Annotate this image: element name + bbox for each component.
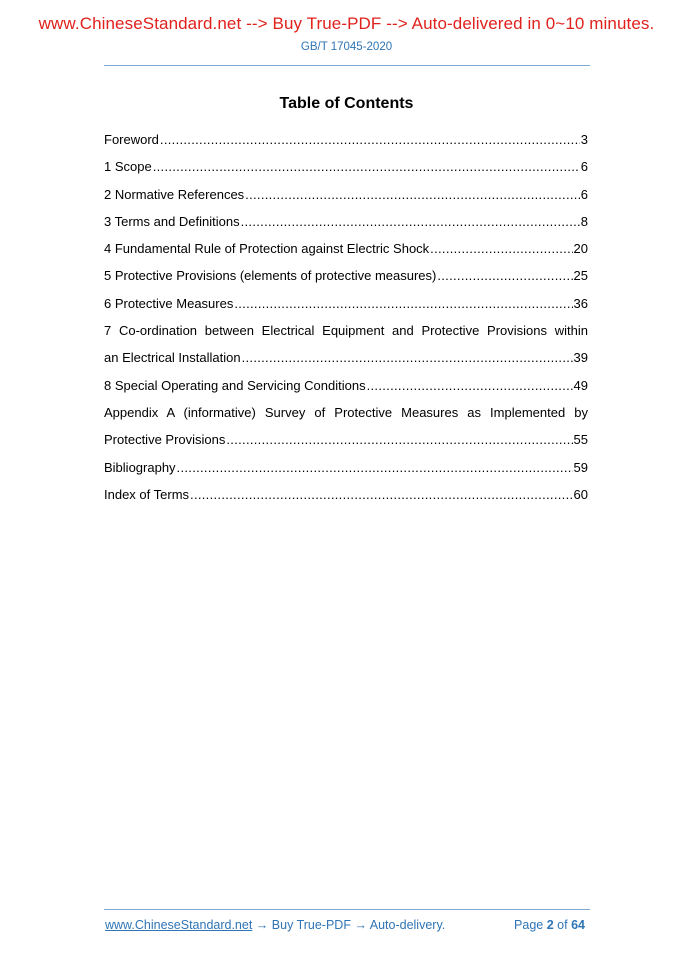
toc-entry-text: Bibliography [104,459,176,475]
toc-entry-coordination[interactable] [104,317,588,372]
toc-entry-page: 20 [573,241,588,257]
toc-entry-page: 55 [573,432,588,448]
page-current: 2 [546,918,554,932]
footer-auto-text: Auto-delivery. [369,918,446,932]
toc-entry-foreword[interactable] [104,126,588,153]
table-of-contents [104,126,588,508]
standard-code: GB/T 17045-2020 [300,41,393,53]
toc-entry-text-line1: 7 Co-ordination between Electrical Equipment and Protective Provisions within [104,323,588,339]
toc-entry-appendix-a[interactable] [104,399,588,454]
toc-entry-text: Index of Terms [104,486,190,502]
toc-entry-text-line2: an Electrical Installation [104,350,241,366]
toc-leader [367,372,573,399]
toc-entry-text: 5 Protective Provisions (elements of protective measures) [104,268,437,284]
toc-entry-text: 3 Terms and Definitions [104,213,240,229]
toc-entry-page: 39 [573,350,588,366]
toc-entry-terms-definitions[interactable] [104,208,588,235]
toc-entry-text: 6 Protective Measures [104,295,234,311]
footer-buy-text: Buy True-PDF [271,918,351,932]
toc-leader [242,344,573,371]
page-total: 64 [571,918,585,932]
toc-entry-page: 59 [573,459,588,475]
toc-entry-protective-provisions[interactable] [104,262,588,289]
page-label: Page [514,918,544,932]
toc-entry-text: Foreword [104,132,159,147]
footer-site-link[interactable]: www.ChineseStandard.net [105,918,253,932]
toc-leader [245,181,580,208]
header-divider [104,65,590,66]
toc-entry-page: 3 [580,132,588,147]
toc-entry-scope[interactable] [104,153,588,180]
page-of: of [557,918,568,932]
toc-entry-text-line2: Protective Provisions [104,432,226,448]
arrow-icon: → [255,918,269,932]
toc-entry-text: 2 Normative References [104,186,245,202]
toc-entry-page: 60 [573,486,588,502]
toc-entry-bibliography[interactable] [104,454,588,481]
toc-entry-text: 1 Scope [104,159,152,175]
toc-entry-page: 49 [573,377,588,393]
toc-entry-protective-measures[interactable] [104,290,588,317]
toc-leader [430,235,572,262]
promo-banner[interactable]: www.ChineseStandard.net --> Buy True-PDF --> Auto-delivered in 0~10 minutes. [38,14,655,33]
toc-leader [226,426,572,453]
toc-entry-page: 6 [580,186,588,202]
toc-entry-text-line1: Appendix A (informative) Survey of Protective Measures as Implemented by [104,404,588,420]
toc-entry-special-conditions[interactable] [104,372,588,399]
toc-entry-index-of-terms[interactable] [104,481,588,508]
toc-entry-page: 8 [580,213,588,229]
page-indicator [514,918,585,932]
toc-leader [177,454,573,481]
toc-entry-fundamental-rule[interactable] [104,235,588,262]
toc-title: Table of Contents [279,95,414,112]
toc-entry-text: 8 Special Operating and Servicing Conditions [104,377,366,393]
footer [105,918,585,932]
toc-entry-normative-references[interactable] [104,181,588,208]
toc-leader [160,126,580,153]
toc-entry-page: 36 [573,295,588,311]
toc-entry-page: 6 [580,159,588,175]
footer-divider [104,909,590,910]
arrow-icon: → [354,918,367,932]
toc-leader [437,262,572,289]
toc-leader [241,208,580,235]
toc-leader [190,481,573,508]
toc-entry-page: 25 [573,268,588,284]
toc-leader [234,290,572,317]
toc-entry-text: 4 Fundamental Rule of Protection against Electric Shock [104,241,430,257]
toc-leader [153,153,580,180]
